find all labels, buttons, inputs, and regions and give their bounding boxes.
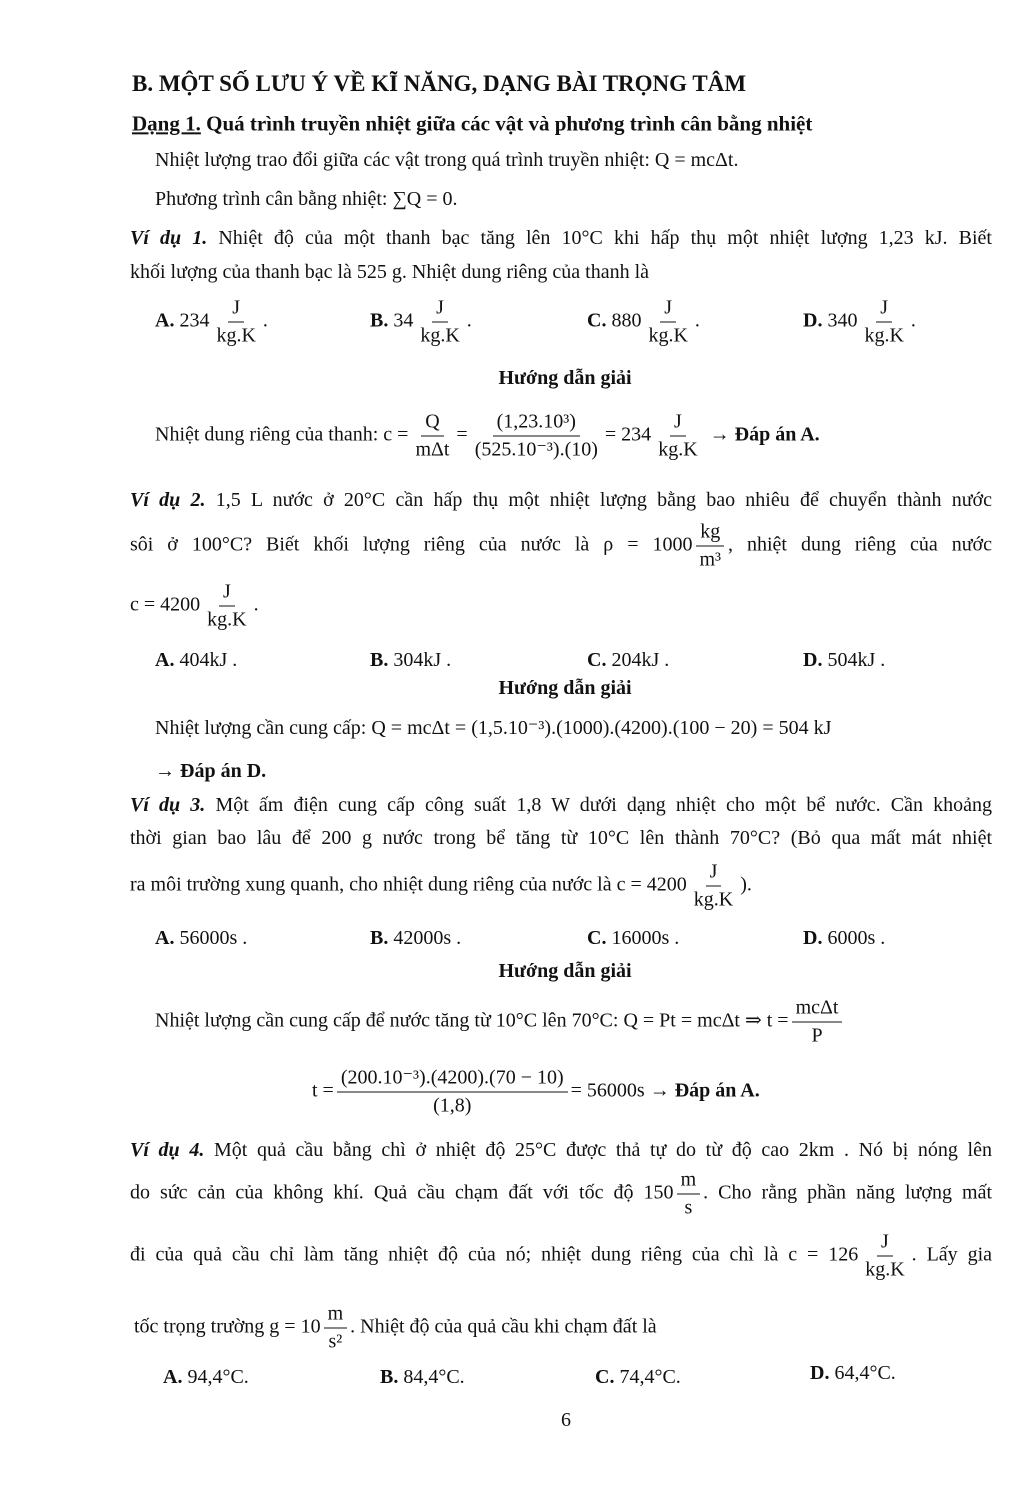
- ex3-answer: Đáp án A.: [674, 1079, 760, 1102]
- ex3-line3: ra môi trường xung quanh, cho nhiệt dung riêng của nước là c = 4200 $\frac{J}{kg.K}$ ).: [130, 860, 752, 911]
- ex3-option-c: C. 16000s .: [587, 927, 680, 949]
- ex2-line3: c = 4200 $\frac{J}{kg.K}$ .: [130, 580, 259, 631]
- ex1-line2: khối lượng của thanh bạc là 525 g. Nhiệt dung riêng của thanh là: [130, 261, 650, 283]
- ex3-line1: Ví dụ 3. Một ấm điện cung cấp công suất 1,8 W dưới dạng nhiệt cho một bể nước. Cần khoảng: [130, 794, 992, 816]
- ex2-answer: → Đáp án D.: [155, 760, 267, 782]
- ex3-solution-2: t = $\frac{\text{(200.10⁻³).(4200).(70 − 10)}}{(1,8)}$ = 56000s → Đáp án A.: [312, 1066, 760, 1117]
- ex2-option-d: D. 504kJ .: [803, 649, 886, 671]
- ex3-option-d: D. 6000s .: [803, 927, 886, 949]
- ex1-option-b: B. 34 $\frac{J}{kg.K}$ .: [370, 296, 472, 347]
- ex1-option-a: A. 234 $\frac{J}{kg.K}$ .: [155, 296, 268, 347]
- ex4-option-d: D. 64,4°C.: [810, 1362, 896, 1384]
- ex4-line3: đi của quả cầu chỉ làm tăng nhiệt độ của nó; nhiệt dung riêng của chì là c = 126 $\frac{J}{kg.K}$ . Lấy gia: [130, 1230, 992, 1281]
- ex2-line1: Ví dụ 2. 1,5 L nước ở 20°C cần hấp thụ một nhiệt lượng bằng bao nhiêu để chuyển thành nước: [130, 489, 992, 511]
- ex4-line1: Ví dụ 4. Một quả cầu bằng chì ở nhiệt độ 25°C được thả tự do từ độ cao 2km . Nó bị nóng lên: [130, 1139, 992, 1161]
- ex3-line2: thời gian bao lâu để 200 g nước trong bể tăng từ 10°C lên thành 70°C? (Bỏ qua mất mát nhiệt: [130, 827, 992, 849]
- ex4-option-a: A. 94,4°C.: [163, 1366, 249, 1388]
- topic-title: Quá trình truyền nhiệt giữa các vật và phương trình cân bằng nhiệt: [200, 111, 813, 136]
- ex3-option-a: A. 56000s .: [155, 927, 248, 949]
- ex1-option-d: D. 340 $\frac{J}{kg.K}$ .: [803, 296, 916, 347]
- ex2-solution-heading: Hướng dẫn giải: [498, 677, 632, 699]
- ex2-line2: sôi ở 100°C? Biết khối lượng riêng của nước là ρ = 1000 $\frac{kg}{\text{m³}}$ , nhiệt dung riêng của nước: [130, 520, 992, 571]
- ex1-label: Ví dụ 1.: [130, 227, 208, 249]
- ex1-option-c: C. 880 $\frac{J}{kg.K}$ .: [587, 296, 700, 347]
- page-number: 6: [561, 1409, 571, 1431]
- ex2-option-b: B. 304kJ .: [370, 649, 452, 671]
- ex1-solution-heading: Hướng dẫn giải: [498, 367, 632, 389]
- ex2-option-c: C. 204kJ .: [587, 649, 670, 671]
- ex3-option-b: B. 42000s .: [370, 927, 462, 949]
- ex1-solution: Nhiệt dung riêng của thanh: c = $\frac{Q}{\text{mΔt}}$ = $\frac{\text{(1,23.10³)}}{\text{(525.10⁻³).(10)}}$ = 234 $\frac{J}{kg.K}$ → Đáp án A.: [155, 410, 820, 461]
- topic-heading: [132, 110, 812, 137]
- ex4-option-b: B. 84,4°C.: [380, 1366, 465, 1388]
- ex1-text: Nhiệt độ của một thanh bạc tăng lên 10°C khi hấp thụ một nhiệt lượng 1,23 kJ. Biết: [207, 227, 992, 249]
- ex1-line1: [130, 225, 992, 251]
- ex2-solution: Nhiệt lượng cần cung cấp: Q = mcΔt = (1,5.10⁻³).(1000).(4200).(100 − 20) = 504 kJ: [155, 717, 832, 739]
- ex4-line2: do sức cản của không khí. Quả cầu chạm đất với tốc độ 150 $\frac{m}{s}$ . Cho rằng phần năng lượng mất: [130, 1168, 992, 1219]
- intro-balance: Phương trình cân bằng nhiệt: ∑Q = 0.: [155, 188, 458, 210]
- ex3-solution-heading: Hướng dẫn giải: [498, 960, 632, 982]
- ex3-solution-1: Nhiệt lượng cần cung cấp để nước tăng từ 10°C lên 70°C: Q = Pt = mcΔt ⇒ t = $\frac{\text{mcΔt}}{P}$: [155, 996, 845, 1049]
- ex2-option-a: A. 404kJ .: [155, 649, 238, 671]
- section-title: B. MỘT SỐ LƯU Ý VỀ KĨ NĂNG, DẠNG BÀI TRỌNG TÂM: [132, 71, 747, 97]
- ex1-answer: → Đáp án A.: [709, 423, 820, 446]
- topic-label: Dạng 1.: [132, 111, 201, 136]
- ex4-option-c: C. 74,4°C.: [595, 1366, 681, 1388]
- ex4-line4: tốc trọng trường g = 10 $\frac{m}{\text{s²}}$ . Nhiệt độ của quả cầu khi chạm đất là: [134, 1302, 657, 1353]
- intro-formula: Nhiệt lượng trao đổi giữa các vật trong quá trình truyền nhiệt: Q = mcΔt.: [155, 149, 739, 171]
